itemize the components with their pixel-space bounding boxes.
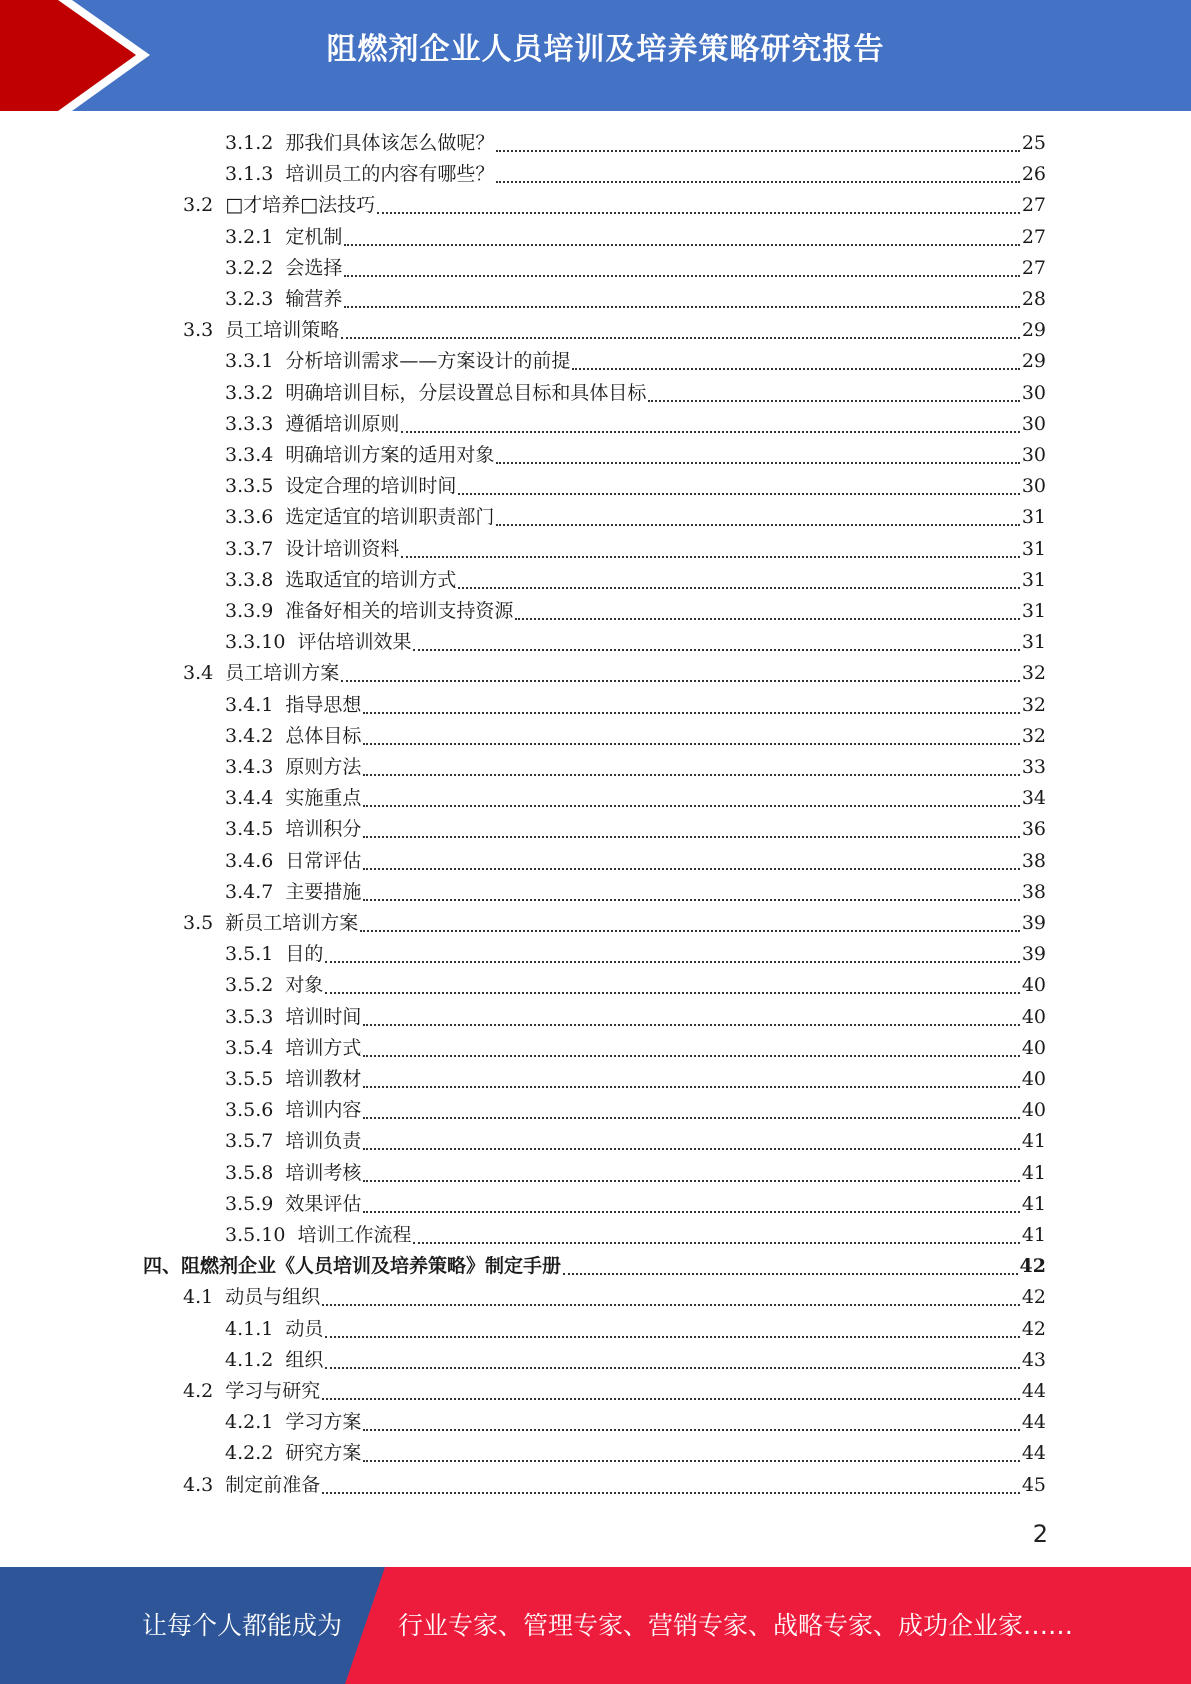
toc-entry[interactable] [225,1126,1046,1157]
toc-entry-number: 3.4 [183,662,214,685]
toc-dot-leader [341,680,1020,682]
toc-entry[interactable] [225,159,1046,190]
toc-entry-number: 3.1.2 [225,132,274,154]
toc-dot-leader [648,400,1019,402]
toc-dot-leader [496,181,1019,183]
toc-dot-leader [363,1117,1019,1119]
toc-entry-page: 41 [1021,1161,1046,1184]
toc-entry-number: 3.3.6 [225,506,274,529]
toc-dot-leader [496,524,1019,526]
toc-entry[interactable] [225,1033,1046,1064]
toc-entry-title: 目的 [285,943,324,966]
toc-dot-leader [344,306,1019,308]
toc-entry-title: 培训工作流程 [297,1224,412,1246]
toc-entry-number: 3.1.3 [225,163,274,186]
toc-entry[interactable] [225,284,1046,315]
toc-entry-page: 38 [1021,849,1046,872]
toc-dot-leader [363,805,1019,807]
toc-entry[interactable] [183,658,1046,689]
toc-entry-number: 4.1 [183,1286,214,1309]
toc-entry[interactable] [183,1282,1046,1313]
toc-entry[interactable] [225,1220,1046,1251]
toc-entry-number: 3.5.3 [225,1005,274,1028]
toc-entry-title: 动员 [285,1317,324,1340]
toc-dot-leader [325,1336,1019,1338]
toc-entry[interactable] [225,565,1046,596]
toc-entry-number: 3.2 [183,194,214,217]
toc-dot-leader [363,1429,1019,1431]
toc-entry-page: 39 [1021,912,1046,934]
toc-entry-number: 3.5.2 [225,974,274,997]
toc-entry-page: 42 [1019,1255,1046,1278]
toc-entry-title: 制定前准备 [225,1473,321,1496]
toc-entry-title: 选定适宜的培训职责部门 [285,506,495,529]
toc-entry[interactable] [225,1002,1046,1033]
toc-dot-leader [363,1024,1019,1026]
toc-entry-number: 3.4.4 [225,787,274,810]
toc-entry[interactable] [225,1345,1046,1376]
toc-entry-title: 组织 [285,1348,324,1371]
toc-entry[interactable] [225,1189,1046,1220]
toc-entry-title: 那我们具体该怎么做呢？ [285,132,495,154]
toc-entry-number: 3.5.5 [225,1068,274,1090]
toc-entry[interactable] [183,190,1046,221]
toc-entry-title: 主要措施 [285,880,362,903]
toc-entry[interactable] [225,783,1046,814]
toc-entry-number: 3.2.1 [225,225,274,248]
report-title: 阻燃剂企业人员培训及培养策略研究报告 [326,32,885,67]
toc-entry-title: 原则方法 [285,756,362,778]
toc-dot-leader [325,1367,1019,1369]
toc-entry-number: 3.4.3 [225,756,274,778]
toc-dot-leader [322,1398,1020,1400]
toc-dot-leader [363,712,1019,714]
toc-entry-title: 选取适宜的培训方式 [285,568,457,591]
toc-entry-number: 3.5.8 [225,1161,274,1184]
toc-dot-leader [496,150,1019,152]
toc-entry[interactable] [225,939,1046,970]
toc-entry-number: 3.4.5 [225,818,274,841]
toc-entry-page: 33 [1021,756,1046,778]
toc-entry-title: 准备好相关的培训支持资源 [285,600,514,622]
toc-entry-number: 3.3.4 [225,444,274,466]
toc-entry[interactable] [225,534,1046,565]
toc-entry-page: 31 [1021,568,1046,591]
toc-entry-page: 42 [1021,1286,1046,1309]
toc-dot-leader [563,1273,1018,1275]
toc-entry[interactable] [225,814,1046,845]
toc-entry-page: 30 [1021,475,1046,498]
toc-entry-page: 31 [1021,537,1046,560]
toc-dot-leader [363,774,1019,776]
toc-entry-title: 培训内容 [285,1099,362,1122]
toc-entry-page: 28 [1021,288,1046,310]
toc-entry[interactable] [183,1376,1046,1407]
toc-entry-page: 25 [1021,132,1046,154]
toc-entry-page: 29 [1021,319,1046,342]
toc-entry-number: 3.4.2 [225,724,274,747]
toc-entry-page: 30 [1021,444,1046,466]
toc-dot-leader [341,337,1020,339]
toc-dot-leader [322,1492,1020,1494]
toc-dot-leader [458,493,1019,495]
toc-entry[interactable] [225,378,1046,409]
toc-entry-number: 3.3.2 [225,381,274,404]
toc-entry[interactable] [225,627,1046,658]
toc-entry[interactable] [225,752,1046,783]
toc-entry-number: 3.3.1 [225,350,274,373]
toc-entry-number: 3.5.4 [225,1036,274,1059]
toc-entry-page: 40 [1021,1099,1046,1122]
toc-dot-leader [325,961,1019,963]
toc-entry-title: 总体目标 [285,724,362,747]
toc-entry-number: 3.5.1 [225,943,274,966]
toc-entry[interactable] [225,690,1046,721]
toc-entry-page: 32 [1021,662,1046,685]
toc-dot-leader [344,275,1019,277]
toc-dot-leader [363,836,1019,838]
toc-entry-page: 30 [1021,412,1046,435]
toc-entry-title: 培训考核 [285,1161,362,1184]
toc-entry-title: 效果评估 [285,1192,362,1215]
toc-entry[interactable] [225,721,1046,752]
toc-entry-number: 4.2.2 [225,1442,274,1465]
toc-entry-title: 定机制 [285,225,343,248]
page-footer [0,1567,1191,1684]
toc-entry-page: 41 [1021,1192,1046,1215]
toc-entry-title: 员工培训策略 [225,319,340,342]
toc-entry[interactable] [225,440,1046,471]
toc-entry-page: 40 [1021,974,1046,997]
toc-dot-leader [363,1055,1019,1057]
toc-entry-number: 3.2.3 [225,288,274,310]
toc-entry-title: 评估培训效果 [297,631,412,654]
toc-entry-number: 3.3.5 [225,475,274,498]
toc-entry-title: 学习方案 [285,1411,362,1434]
toc-dot-leader [363,1211,1019,1213]
toc-entry-title: □才培养□法技巧 [225,194,376,217]
toc-entry-page: 40 [1021,1005,1046,1028]
toc-entry[interactable] [225,970,1046,1001]
toc-entry[interactable] [225,253,1046,284]
toc-entry-number: 3.5.10 [225,1224,286,1246]
toc-entry-page: 29 [1021,350,1046,373]
toc-dot-leader [360,930,1020,932]
toc-entry-number: 3.3.3 [225,412,274,435]
toc-entry-page: 43 [1021,1348,1046,1371]
toc-entry[interactable] [225,222,1046,253]
toc-dot-leader [401,556,1019,558]
toc-dot-leader [496,462,1019,464]
toc-entry-title: 会选择 [285,256,343,279]
toc-entry[interactable] [225,409,1046,440]
toc-dot-leader [344,244,1019,246]
toc-dot-leader [377,212,1020,214]
toc-dot-leader [363,1460,1019,1462]
toc-entry-page: 34 [1021,787,1046,810]
toc-entry-page: 40 [1021,1068,1046,1090]
toc-entry-number: 3.3.10 [225,631,286,654]
toc-entry-title: 四、阻燃剂企业《人员培训及培养策略》制定手册 [143,1255,562,1278]
toc-dot-leader [572,368,1019,370]
toc-entry[interactable] [225,1158,1046,1189]
toc-entry-page: 31 [1021,506,1046,529]
toc-entry-title: 培训员工的内容有哪些？ [285,163,495,186]
toc-entry[interactable] [183,1470,1046,1501]
toc-entry-title: 设定合理的培训时间 [285,475,457,498]
toc-dot-leader [458,587,1019,589]
toc-dot-leader [363,1180,1019,1182]
toc-entry[interactable] [225,1438,1046,1469]
toc-entry-number: 3.5.7 [225,1130,274,1153]
toc-entry-page: 44 [1021,1411,1046,1434]
toc-entry[interactable] [225,846,1046,877]
toc-entry-title: 员工培训方案 [225,662,340,685]
toc-dot-leader [363,868,1019,870]
toc-entry-page: 31 [1021,631,1046,654]
toc-entry-page: 30 [1021,381,1046,404]
toc-entry-number: 3.5.9 [225,1192,274,1215]
toc-entry-number: 3.5 [183,912,214,934]
toc-entry[interactable] [225,1314,1046,1345]
page-number: 2 [1032,1520,1048,1548]
toc-entry-page: 32 [1021,724,1046,747]
toc-entry-number: 4.3 [183,1473,214,1496]
toc-entry-page: 44 [1021,1442,1046,1465]
toc-entry-page: 42 [1021,1317,1046,1340]
toc-dot-leader [413,1242,1019,1244]
toc-entry[interactable] [183,908,1046,939]
toc-entry-number: 3.4.7 [225,880,274,903]
page-header [0,0,1191,111]
toc-entry-number: 3.5.6 [225,1099,274,1122]
toc-entry[interactable] [225,471,1046,502]
toc-entry-page: 27 [1021,256,1046,279]
toc-entry[interactable] [183,315,1046,346]
toc-dot-leader [322,1304,1020,1306]
toc-entry-title: 输营养 [285,288,343,310]
toc-entry-page: 41 [1021,1224,1046,1246]
toc-entry-page: 41 [1021,1130,1046,1153]
toc-entry-title: 培训积分 [285,818,362,841]
toc-dot-leader [363,743,1019,745]
toc-entry-page: 27 [1021,194,1046,217]
toc-entry-number: 3.4.1 [225,693,274,716]
toc-entry-title: 分析培训需求——方案设计的前提 [285,350,571,373]
toc-entry-title: 设计培训资料 [285,537,400,560]
toc-entry-title: 遵循培训原则 [285,412,400,435]
toc-entry-number: 3.3.9 [225,600,274,622]
toc-entry[interactable] [225,1095,1046,1126]
toc-entry-title: 明确培训方案的适用对象 [285,444,495,466]
toc-entry-number: 4.2.1 [225,1411,274,1434]
toc-dot-leader [363,1086,1019,1088]
toc-dot-leader [363,899,1019,901]
toc-entry-page: 40 [1021,1036,1046,1059]
toc-entry[interactable] [225,1407,1046,1438]
toc-entry-number: 3.3.7 [225,537,274,560]
toc-entry-page: 39 [1021,943,1046,966]
toc-entry[interactable] [225,1064,1046,1095]
toc-entry-title: 培训时间 [285,1005,362,1028]
toc-entry[interactable] [225,596,1046,627]
toc-entry-number: 3.3.8 [225,568,274,591]
toc-dot-leader [401,431,1019,433]
toc-entry-title: 培训教材 [285,1068,362,1090]
toc-entry-title: 实施重点 [285,787,362,810]
toc-entry[interactable] [225,128,1046,159]
toc-entry-title: 研究方案 [285,1442,362,1465]
toc-entry-title: 培训负责 [285,1130,362,1153]
footer-slogan-left: 让每个人都能成为 [142,1611,343,1640]
footer-slogan-right: 行业专家、管理专家、营销专家、战略专家、成功企业家…… [398,1611,1074,1640]
toc-dot-leader [413,649,1019,651]
toc-entry-number: 4.1.1 [225,1317,274,1340]
toc-entry-title: 明确培训目标，分层设置总目标和具体目标 [285,381,647,404]
toc-entry-number: 3.2.2 [225,256,274,279]
toc-entry-page: 36 [1021,818,1046,841]
toc-entry-page: 45 [1021,1473,1046,1496]
toc-entry-title: 培训方式 [285,1036,362,1059]
toc-entry-page: 44 [1021,1380,1046,1402]
toc-dot-leader [363,1148,1019,1150]
toc-entry-number: 4.2 [183,1380,214,1402]
toc-entry-title: 指导思想 [285,693,362,716]
toc-entry-page: 38 [1021,880,1046,903]
toc-entry-number: 4.1.2 [225,1348,274,1371]
toc-entry-page: 31 [1021,600,1046,622]
toc-entry-page: 26 [1021,163,1046,186]
toc-entry[interactable] [225,877,1046,908]
toc-entry-number: 3.3 [183,319,214,342]
toc-dot-leader [325,992,1019,994]
toc-entry-title: 日常评估 [285,849,362,872]
toc-dot-leader [515,618,1019,620]
toc-entry-title: 对象 [285,974,324,997]
toc-entry[interactable] [143,1251,1046,1282]
toc-entry[interactable] [225,502,1046,533]
toc-entry[interactable] [225,346,1046,377]
toc-entry-title: 学习与研究 [225,1380,321,1402]
toc-entry-title: 新员工培训方案 [225,912,359,934]
toc-entry-page: 27 [1021,225,1046,248]
toc-entry-number: 3.4.6 [225,849,274,872]
toc-entry-title: 动员与组织 [225,1286,321,1309]
toc-entry-page: 32 [1021,693,1046,716]
